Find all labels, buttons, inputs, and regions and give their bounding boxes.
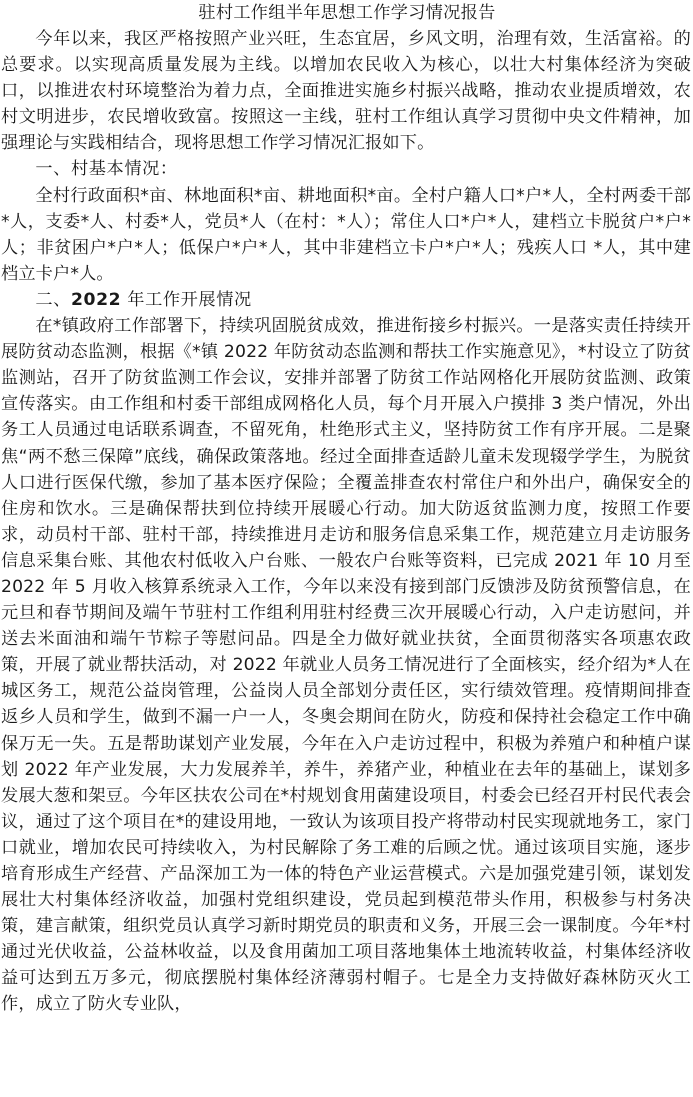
- section-2-heading-prefix: 二、: [35, 289, 71, 310]
- section-1-heading: 一、村基本情况：: [35, 159, 178, 180]
- section-2-body: 在*镇政府工作部署下，持续巩固脱贫成效，推进衔接乡村振兴。一是落实责任持续开展防贫动态监测，根据《*镇 2022 年防贫动态监测和帮扶工作实施意见》，*村设立了防贫监测站，召开了防贫监测工作会议，安排并部署了防贫工作站网格化开展防贫监测、政策宣传落实。由工作组和村委干部组成网格化人员，每个月开展入户摸排 3 类户情况，外出务工人员通过电话联系调查，不留死角，杜绝形式主义，坚持防贫工作有序开展。二是聚焦“两不愁三保障”底线，确保政策落地。经过全面排查适龄儿童未发现辍学学生，为脱贫人口进行医保代缴，参加了基本医疗保险；全覆盖排查农村常住户和外出户，确保安全的住房和饮水。三是确保帮扶到位持续开展暖心行动。加大防返贫监测力度，按照工作要求，动员村干部、驻村干部，持续推进月走访和服务信息采集工作，规范建立月走访服务信息采集台账、其他农村低收入户台账、一般农户台账等资料，已完成 2021 年 10 月至 2022 年 5 月收入核算系统录入工作，今年以来没有接到部门反馈涉及防贫预警信息，在元旦和春节期间及端午节驻村工作组利用驻村经费三次开展暖心行动，入户走访慰问，并送去米面油和端午节粽子等慰问品。四是全力做好就业扶贫，全面贯彻落实各项惠农政策，开展了就业帮扶活动，对 2022 年就业人员务工情况进行了全面核实，经介绍为*人在城区务工，规范公益岗管理，公益岗人员全部划分责任区，实行绩效管理。疫情期间排查返乡人员和学生，做到不漏一户一人，冬奥会期间在防火，防疫和保持社会稳定工作中确保万无一失。五是帮助谋划产业发展，今年在入户走访过程中，积极为养殖户和种植户谋划 2022 年产业发展，大力发展养羊，养牛，养猪产业，种植业在去年的基础上，谋划多发展大葱和架豆。今年区扶农公司在*村规划食用菌建设项目，村委会已经召开村民代表会议，通过了这个项目在*的建设用地，一致认为该项目投产将带动村民实现就地务工，家门口就业，增加农民可持续收入，为村民解除了务工难的后顾之忧。通过该项目实施，逐步培育形成生产经营、产品深加工为一体的特色产业运营模式。六是加强党建引领，谋划发展壮大村集体经济收益，加强村党组织建设，党员起到模范带头作用，积极参与村务决策，建言献策，组织党员认真学习新时期党员的职责和义务，开展三会一课制度。今年*村通过光伏收益，公益林收益，以及食用菌加工项目落地集体土地流转收益，村集体经济收益可达到五万多元，彻底摆脱村集体经济薄弱村帽子。七是全力支持做好森林防灭火工作，成立了防火专业队，: [1, 316, 691, 1015]
- section-2-heading-suffix: 年工作开展情况: [121, 289, 252, 310]
- section-2-heading: [1, 287, 693, 313]
- section-1-body: 全村行政面积*亩、林地面积*亩、耕地面积*亩。全村户籍人口*户*人，全村两委干部*人，支委*人、村委*人，党员*人（在村：*人）；常住人口*户*人，建档立卡脱贫户*户*人；非贫困户*户*人；低保户*户*人，其中非建档立卡户*户*人；残疾人口 *人，其中建档立卡户*人。: [1, 185, 691, 284]
- intro-paragraph: 今年以来，我区严格按照产业兴旺，生态宜居，乡风文明，治理有效，生活富裕。的总要求。以实现高质量发展为主线。以增加农民收入为核心，以壮大村集体经济为突破口，以推进农村环境整治为着力点，全面推进实施乡村振兴战略，推动农业提质增效，农村文明进步，农民增收致富。按照这一主线，驻村工作组认真学习贯彻中央文件精神，加强理论与实践相结合，现将思想工作学习情况汇报如下。: [1, 29, 691, 154]
- section-2-heading-year: 2022: [70, 289, 122, 310]
- document-title: 驻村工作组半年思想工作学习情况报告: [198, 3, 496, 23]
